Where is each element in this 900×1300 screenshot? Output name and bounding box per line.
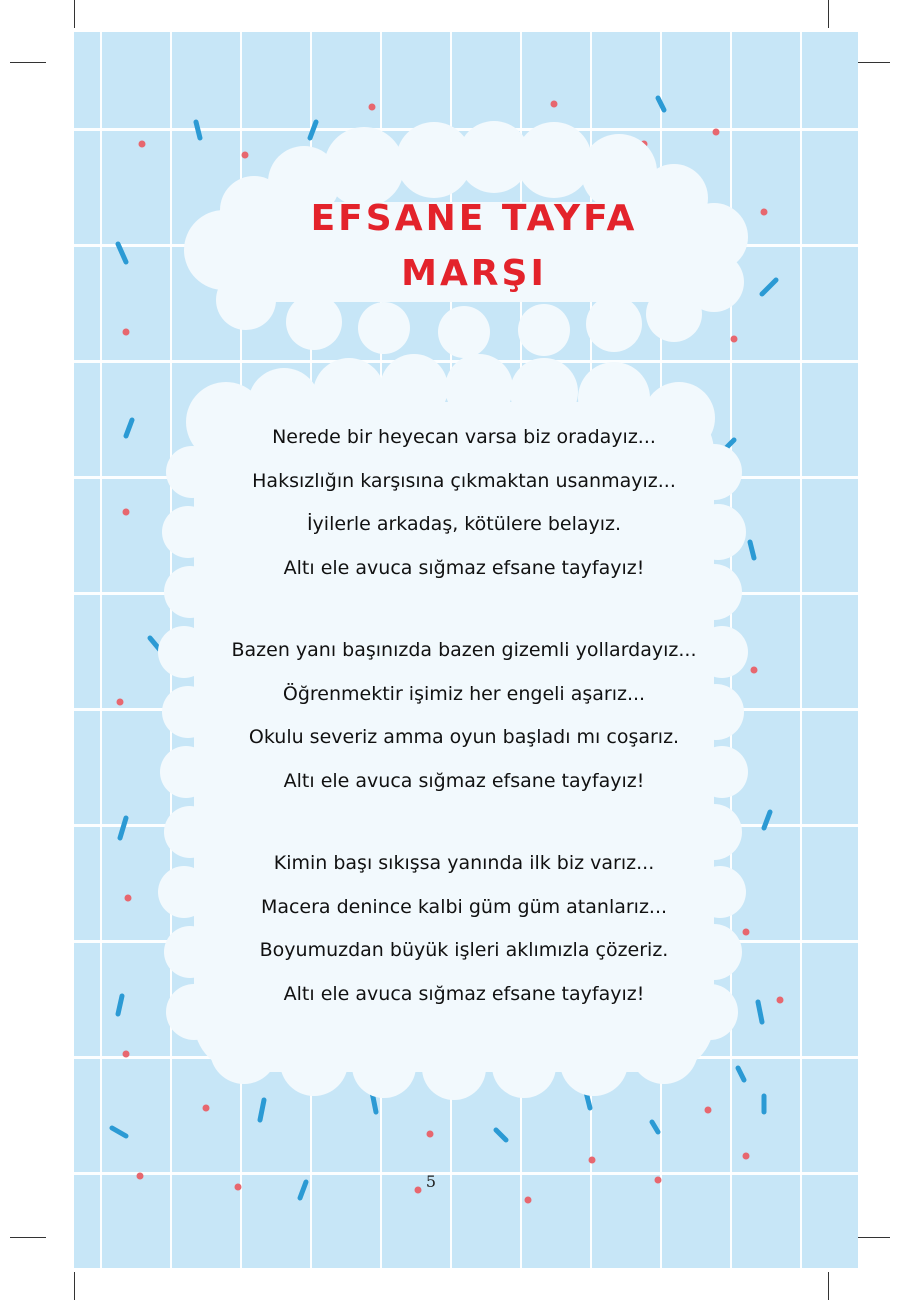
title-line-2: MARŞI xyxy=(401,253,547,294)
poem-line: Boyumuzdan büyük işleri aklımızla çözeriz. xyxy=(259,939,669,961)
poem-line: Altı ele avuca sığmaz efsane tayfayız! xyxy=(283,769,645,792)
crop-mark xyxy=(828,0,829,28)
crop-mark xyxy=(10,1237,46,1238)
poem-line: Macera denince kalbi güm güm atanlarız... xyxy=(260,895,668,918)
crop-mark xyxy=(10,62,46,63)
crop-mark xyxy=(74,1272,75,1300)
poem-line: Nerede bir heyecan varsa biz oradayız... xyxy=(272,426,656,448)
crop-mark xyxy=(828,1272,829,1300)
poem-line: Öğrenmektir işimiz her engeli aşarız... xyxy=(282,682,646,705)
crop-mark xyxy=(858,62,890,63)
poem-line: Haksızlığın karşısına çıkmaktan usanmayız... xyxy=(252,469,676,492)
crop-mark xyxy=(74,0,75,28)
stanza xyxy=(184,416,744,590)
page-number: 5 xyxy=(425,1172,437,1191)
poem-line: Kimin başı sıkışsa yanında ilk biz varız... xyxy=(273,852,655,874)
poem-line: Okulu severiz amma oyun başladı mı coşarız. xyxy=(248,726,680,748)
crop-mark xyxy=(858,1237,890,1238)
stanza xyxy=(184,629,744,803)
stanza xyxy=(184,842,744,1016)
poem xyxy=(184,416,744,1055)
title-line-1: EFSANE TAYFA xyxy=(310,198,638,239)
poem-line: Altı ele avuca sığmaz efsane tayfayız! xyxy=(283,556,645,579)
book-page xyxy=(74,32,858,1268)
poem-line: Altı ele avuca sığmaz efsane tayfayız! xyxy=(283,982,645,1005)
poem-line: Bazen yanı başınızda bazen gizemli yollardayız... xyxy=(231,639,697,661)
poem-line: İyilerle arkadaş, kötülere belayız. xyxy=(306,513,622,535)
